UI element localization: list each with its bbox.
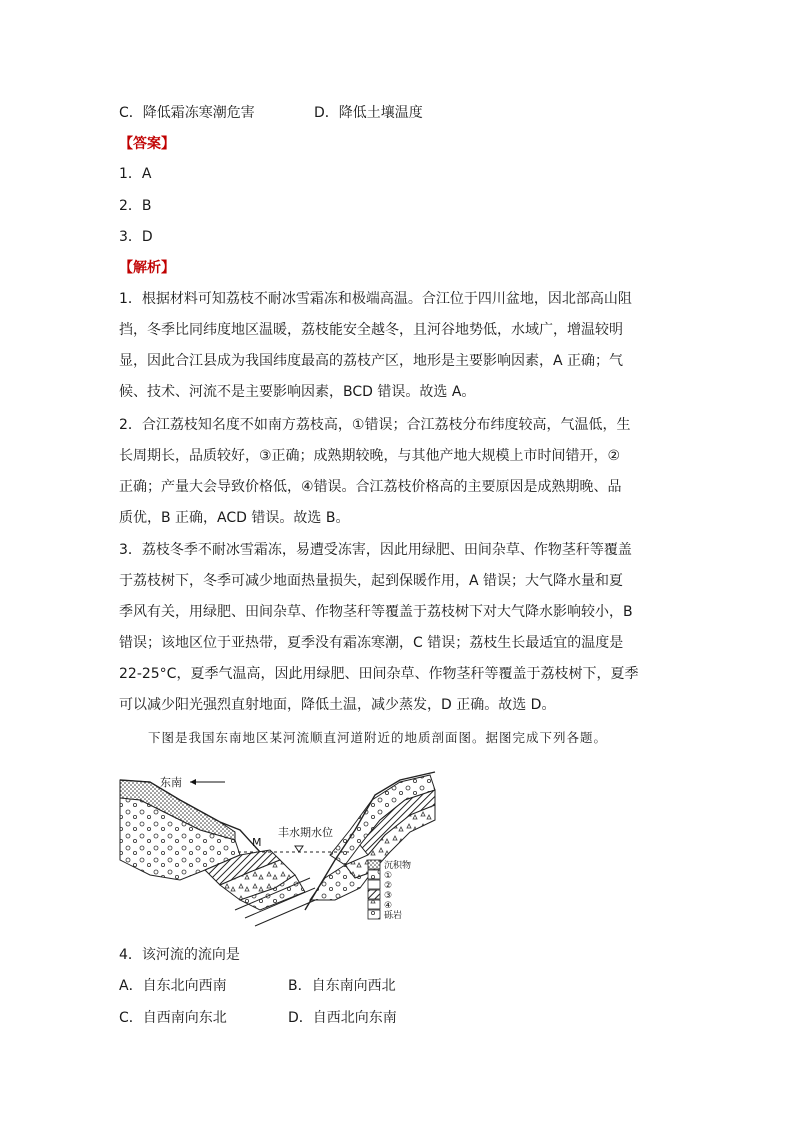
analysis-p1-line: 显，因此合江县成为我国纬度最高的荔枝产区，地形是主要影响因素，A 正确；气 [119,353,624,369]
analysis-paragraph-1 [119,284,684,408]
figure-intro: 下图是我国东南地区某河流顺直河道附近的地质剖面图。据图完成下列各题。 [148,730,608,745]
question-4-stem: 4．该河流的流向是 [119,947,240,963]
analysis-p1-line: 1．根据材料可知荔枝不耐冰雪霜冻和极端高温。合江位于四川盆地，因北部高山阻 [119,291,632,307]
analysis-p3-line: 错误；该地区位于亚热带，夏季没有霜冻寒潮，C 错误；荔枝生长最适宜的温度是 [119,635,624,651]
analysis-p1-line: 挡，冬季比同纬度地区温暖，荔枝能安全越冬，且河谷地势低，水域广，增温较明 [119,322,623,338]
analysis-paragraph-2 [119,410,684,534]
analysis-p2-line: 质优，B 正确，ACD 错误。故选 B。 [119,510,350,526]
analysis-p1-line: 候、技术、河流不是主要影响因素，BCD 错误。故选 A。 [119,384,476,400]
analysis-paragraph-3 [119,535,684,721]
label-m: M [252,836,262,849]
question-4-option-a: A．自东北向西南 [119,978,227,994]
answer-item-3: 3．D [119,229,153,245]
analysis-p3-line: 季风有关，用绿肥、田间杂草、作物茎秆等覆盖于荔枝树下对大气降水影响较小，B [119,604,633,620]
answer-item-2: 2．B [119,198,152,214]
question-4-option-d: D．自西北向东南 [288,1010,397,1026]
option-c: C．降低霜冻寒潮危害 [119,105,255,121]
analysis-p2-line: 长周期长，品质较好，③正确；成熟期较晚，与其他产地大规模上市时间错开，② [119,448,621,464]
analysis-p3-line: 22-25°C，夏季气温高，因此用绿肥、田间杂草、作物茎秆等覆盖于荔枝树下，夏季 [119,666,639,682]
label-southeast: 东南 [160,776,182,789]
answer-item-1: 1．A [119,166,152,182]
analysis-p2-line: 2．合江荔枝知名度不如南方荔枝高，①错误；合江荔枝分布纬度较高，气温低，生 [119,417,631,433]
question-4-option-c: C．自西南向东北 [119,1010,227,1026]
legend-sediment: 沉积物 [384,861,412,871]
analysis-p3-line: 3．荔枝冬季不耐冰雪霜冻，易遭受冻害，因此用绿肥、田间杂草、作物茎秆等覆盖 [119,542,632,558]
legend-conglomerate: 砾岩 [384,911,403,921]
option-d: D．降低土壤温度 [314,105,423,121]
analysis-p2-line: 正确；产量大会导致价格低，④错误。合江荔枝价格高的主要原因是成熟期晚、品 [119,479,622,495]
legend-layer-2: ② [384,881,393,891]
analysis-heading: 【解析】 [119,260,175,276]
question-4-option-b: B．自东南向西北 [288,978,396,994]
label-flood-water-level: 丰水期水位 [278,826,333,839]
figure-legend [368,859,411,921]
analysis-p3-line: 于荔枝树下，冬季可减少地面热量损失，起到保暖作用，A 错误；大气降水量和夏 [119,573,624,589]
water-level-marker [295,846,303,852]
answer-heading: 【答案】 [119,136,175,152]
geologic-section-figure [110,760,450,930]
legend-layer-3: ③ [384,891,393,901]
legend-layer-4: ④ [384,901,393,911]
analysis-p3-line: 可以减少阳光强烈直射地面，降低土温，减少蒸发，D 正确。故选 D。 [119,697,556,713]
legend-layer-1: ① [384,871,393,881]
